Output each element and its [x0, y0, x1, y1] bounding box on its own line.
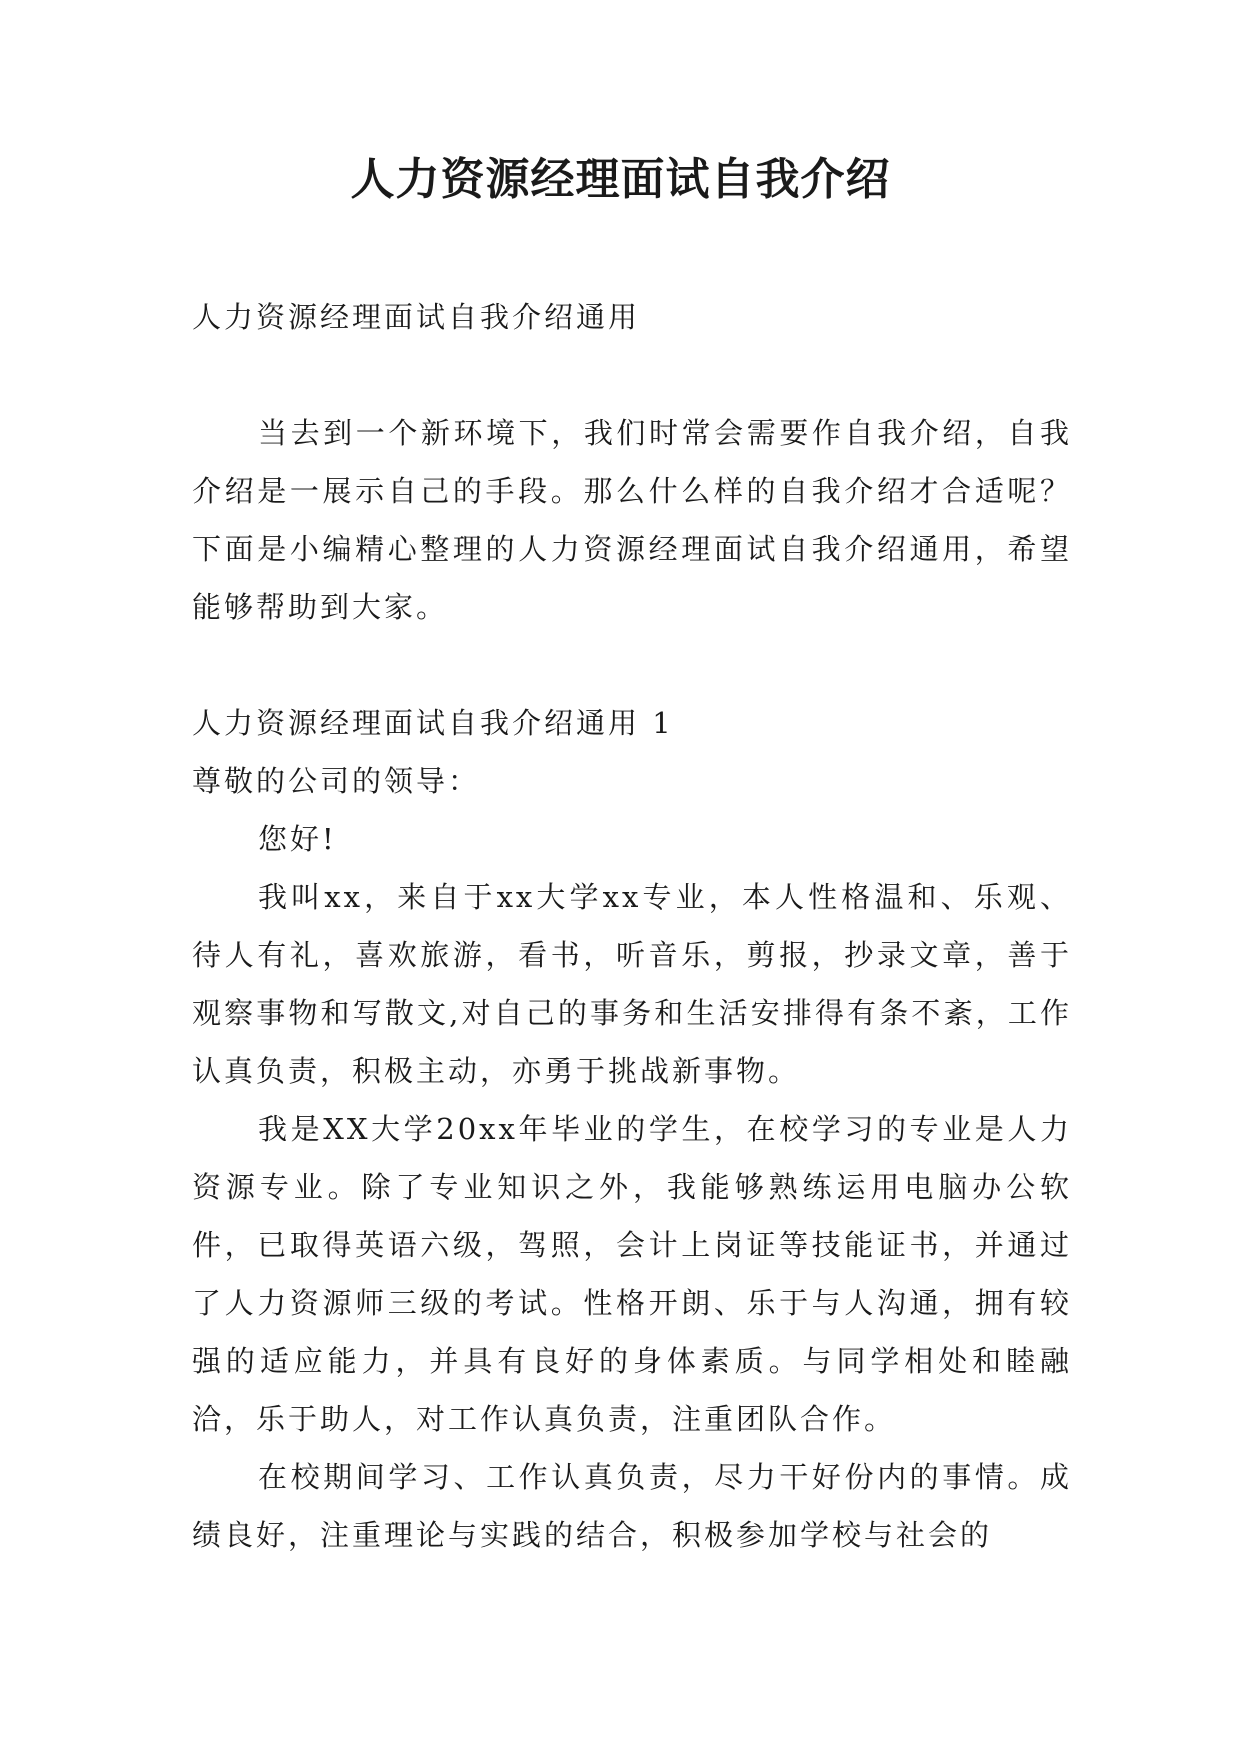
body-paragraph-3: 在校期间学习、工作认真负责，尽力干好份内的事情。成绩良好，注重理论与实践的结合，积极参加学校与社会的: [192, 1460, 1072, 1552]
body-paragraph-2: 我是XX大学20xx年毕业的学生，在校学习的专业是人力资源专业。除了专业知识之外，我能够熟练运用电脑办公软件，已取得英语六级，驾照，会计上岗证等技能证书，并通过了人力资源师三级的考试。性格开朗、乐于与人沟通，拥有较强的适应能力，并具有良好的身体素质。与同学相处和睦融洽，乐于助人，对工作认真负责，注重团队合作。: [192, 1112, 1072, 1436]
salutation: 尊敬的公司的领导：: [192, 764, 481, 798]
body-paragraph-1: 我叫xx，来自于xx大学xx专业，本人性格温和、乐观、待人有礼，喜欢旅游，看书，听音乐，剪报，抄录文章，善于观察事物和写散文,对自己的事务和生活安排得有条不紊，工作认真负责，积极主动，亦勇于挑战新事物。: [192, 880, 1072, 1088]
document-title: 人力资源经理面试自我介绍: [350, 154, 891, 205]
section-heading: 人力资源经理面试自我介绍通用 1: [192, 706, 674, 740]
document-body: [192, 288, 1072, 1564]
greeting: 您好!: [258, 822, 337, 856]
document-subtitle: 人力资源经理面试自我介绍通用: [192, 300, 641, 334]
intro-paragraph: 当去到一个新环境下，我们时常会需要作自我介绍，自我介绍是一展示自己的手段。那么什么样的自我介绍才合适呢？下面是小编精心整理的人力资源经理面试自我介绍通用，希望能够帮助到大家。: [192, 416, 1072, 624]
